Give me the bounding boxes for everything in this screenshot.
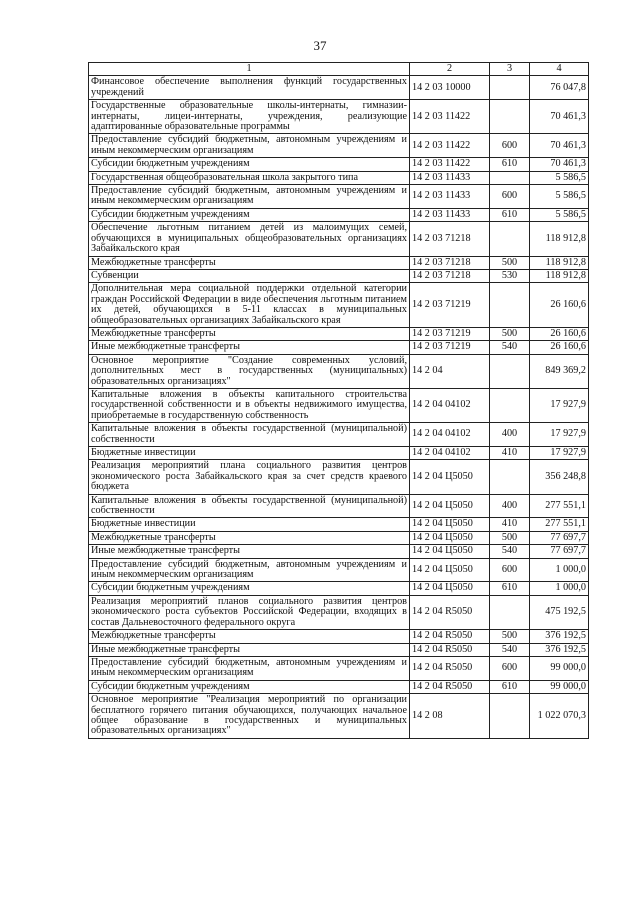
row-name: Основное мероприятие "Реализация мероприятий по организации бесплатного горячего питания обучающихся, получающих начальное общее образование в государственных и муниципальных образовательных организациях" (89, 694, 410, 739)
header-col-4: 4 (530, 63, 589, 76)
table-body (89, 76, 589, 738)
table-row (89, 680, 589, 693)
row-amount: 17 927,9 (530, 447, 589, 460)
row-amount: 849 369,2 (530, 354, 589, 388)
table-row (89, 518, 589, 531)
row-code: 14 2 04 Ц5050 (410, 558, 490, 582)
table-row (89, 694, 589, 739)
table-row (89, 595, 589, 629)
row-expense-type (490, 460, 530, 494)
row-amount: 76 047,8 (530, 76, 589, 100)
row-amount: 1 000,0 (530, 582, 589, 595)
table-row (89, 388, 589, 422)
table-row (89, 341, 589, 354)
row-code: 14 2 04 Ц5050 (410, 494, 490, 518)
table-row (89, 545, 589, 558)
table-row (89, 100, 589, 134)
row-name: Бюджетные инвестиции (89, 518, 410, 531)
row-code: 14 2 03 11433 (410, 185, 490, 209)
row-code: 14 2 03 11422 (410, 158, 490, 171)
row-amount: 356 248,8 (530, 460, 589, 494)
row-amount: 5 586,5 (530, 185, 589, 209)
row-code: 14 2 04 04102 (410, 447, 490, 460)
row-code: 14 2 04 R5050 (410, 595, 490, 629)
row-code: 14 2 04 R5050 (410, 656, 490, 680)
row-name: Реализация мероприятий планов социального развития центров экономического роста субъектов Российской Федерации, входящих в состав Дальневосточного федерального округа (89, 595, 410, 629)
row-amount: 77 697,7 (530, 545, 589, 558)
row-amount: 118 912,8 (530, 269, 589, 282)
row-code: 14 2 03 11433 (410, 171, 490, 184)
row-name: Предоставление субсидий бюджетным, автономным учреждениям и иным некоммерческим организациям (89, 134, 410, 158)
row-expense-type: 600 (490, 134, 530, 158)
row-name: Субсидии бюджетным учреждениям (89, 158, 410, 171)
row-code: 14 2 03 71219 (410, 327, 490, 340)
row-name: Капитальные вложения в объекты капитального строительства государственной собственности и в объекты недвижимого имущества, приобретаемые в государственную собственность (89, 388, 410, 422)
row-amount: 77 697,7 (530, 531, 589, 544)
row-name: Иные межбюджетные трансферты (89, 643, 410, 656)
row-name: Реализация мероприятий плана социального развития центров экономического роста Забайкальского края за счет средств краевого бюджета (89, 460, 410, 494)
row-name: Капитальные вложения в объекты государственной (муниципальной) собственности (89, 494, 410, 518)
row-code: 14 2 04 (410, 354, 490, 388)
row-expense-type: 540 (490, 643, 530, 656)
row-amount: 70 461,3 (530, 100, 589, 134)
row-name: Иные межбюджетные трансферты (89, 341, 410, 354)
row-expense-type: 410 (490, 518, 530, 531)
row-amount: 5 586,5 (530, 208, 589, 221)
table-row (89, 494, 589, 518)
table-row (89, 158, 589, 171)
row-expense-type (490, 100, 530, 134)
row-name: Предоставление субсидий бюджетным, автономным учреждениям и иным некоммерческим организациям (89, 656, 410, 680)
row-amount: 277 551,1 (530, 494, 589, 518)
header-col-1: 1 (89, 63, 410, 76)
row-amount: 26 160,6 (530, 341, 589, 354)
table-row (89, 423, 589, 447)
row-name: Субсидии бюджетным учреждениям (89, 582, 410, 595)
table-row (89, 531, 589, 544)
row-name: Предоставление субсидий бюджетным, автономным учреждениям и иным некоммерческим организациям (89, 558, 410, 582)
row-expense-type (490, 171, 530, 184)
row-amount: 1 022 070,3 (530, 694, 589, 739)
header-col-3: 3 (490, 63, 530, 76)
row-expense-type: 610 (490, 680, 530, 693)
row-expense-type: 500 (490, 531, 530, 544)
row-code: 14 2 04 04102 (410, 388, 490, 422)
row-amount: 118 912,8 (530, 222, 589, 256)
table-row (89, 643, 589, 656)
row-amount: 26 160,6 (530, 327, 589, 340)
row-amount: 5 586,5 (530, 171, 589, 184)
row-expense-type: 600 (490, 656, 530, 680)
table-row (89, 256, 589, 269)
row-name: Обеспечение льготным питанием детей из малоимущих семей, обучающихся в муниципальных общеобразовательных организациях Забайкальского края (89, 222, 410, 256)
row-expense-type: 610 (490, 158, 530, 171)
table-row (89, 327, 589, 340)
row-expense-type: 610 (490, 582, 530, 595)
table-row (89, 185, 589, 209)
table-row (89, 630, 589, 643)
row-name: Субсидии бюджетным учреждениям (89, 208, 410, 221)
row-expense-type: 400 (490, 494, 530, 518)
row-expense-type: 400 (490, 423, 530, 447)
row-code: 14 2 04 Ц5050 (410, 460, 490, 494)
row-expense-type: 600 (490, 558, 530, 582)
row-amount: 26 160,6 (530, 283, 589, 328)
table-row (89, 171, 589, 184)
row-expense-type: 500 (490, 327, 530, 340)
table-row (89, 582, 589, 595)
row-code: 14 2 03 71219 (410, 341, 490, 354)
row-amount: 17 927,9 (530, 423, 589, 447)
table-header-row (89, 63, 589, 76)
row-name: Межбюджетные трансферты (89, 531, 410, 544)
row-name: Иные межбюджетные трансферты (89, 545, 410, 558)
row-code: 14 2 03 71218 (410, 269, 490, 282)
row-amount: 277 551,1 (530, 518, 589, 531)
row-expense-type: 500 (490, 630, 530, 643)
row-name: Субвенции (89, 269, 410, 282)
table-row (89, 222, 589, 256)
row-name: Межбюджетные трансферты (89, 256, 410, 269)
row-amount: 376 192,5 (530, 643, 589, 656)
row-amount: 1 000,0 (530, 558, 589, 582)
row-code: 14 2 04 Ц5050 (410, 518, 490, 531)
table-row (89, 460, 589, 494)
row-name: Предоставление субсидий бюджетным, автономным учреждениям и иным некоммерческим организациям (89, 185, 410, 209)
row-name: Бюджетные инвестиции (89, 447, 410, 460)
budget-table (88, 62, 589, 739)
row-code: 14 2 03 71218 (410, 256, 490, 269)
row-expense-type (490, 694, 530, 739)
row-code: 14 2 04 R5050 (410, 643, 490, 656)
page-number: 37 (313, 38, 327, 53)
table-row (89, 283, 589, 328)
row-amount: 99 000,0 (530, 656, 589, 680)
row-code: 14 2 03 10000 (410, 76, 490, 100)
row-amount: 118 912,8 (530, 256, 589, 269)
row-code: 14 2 03 11433 (410, 208, 490, 221)
row-code: 14 2 04 R5050 (410, 680, 490, 693)
row-expense-type (490, 388, 530, 422)
row-code: 14 2 04 04102 (410, 423, 490, 447)
row-name: Межбюджетные трансферты (89, 327, 410, 340)
row-expense-type: 610 (490, 208, 530, 221)
table-row (89, 76, 589, 100)
table-row (89, 354, 589, 388)
row-expense-type: 540 (490, 341, 530, 354)
row-code: 14 2 04 Ц5050 (410, 582, 490, 595)
row-name: Межбюджетные трансферты (89, 630, 410, 643)
row-expense-type (490, 283, 530, 328)
row-expense-type (490, 222, 530, 256)
table-row (89, 558, 589, 582)
row-code: 14 2 04 Ц5050 (410, 545, 490, 558)
row-expense-type (490, 354, 530, 388)
header-col-2: 2 (410, 63, 490, 76)
row-amount: 17 927,9 (530, 388, 589, 422)
row-code: 14 2 03 71218 (410, 222, 490, 256)
row-code: 14 2 08 (410, 694, 490, 739)
table-row (89, 447, 589, 460)
row-amount: 475 192,5 (530, 595, 589, 629)
row-code: 14 2 03 11422 (410, 100, 490, 134)
row-amount: 99 000,0 (530, 680, 589, 693)
row-name: Дополнительная мера социальной поддержки отдельной категории граждан Российской Федерации в виде обеспечения льготным питанием их детей, обучающихся в 5-11 классах в муниципальных общеобразовательных организациях Забайкальского края (89, 283, 410, 328)
row-name: Государственные образовательные школы-интернаты, гимназии-интернаты, лицеи-интернаты, учреждения, реализующие адаптированные образовательные программы (89, 100, 410, 134)
table-row (89, 134, 589, 158)
table-row (89, 269, 589, 282)
row-expense-type: 540 (490, 545, 530, 558)
row-expense-type: 600 (490, 185, 530, 209)
row-expense-type (490, 595, 530, 629)
row-code: 14 2 03 11422 (410, 134, 490, 158)
row-code: 14 2 04 R5050 (410, 630, 490, 643)
row-expense-type (490, 76, 530, 100)
row-name: Финансовое обеспечение выполнения функций государственных учреждений (89, 76, 410, 100)
row-expense-type: 410 (490, 447, 530, 460)
row-name: Государственная общеобразовательная школа закрытого типа (89, 171, 410, 184)
table-row (89, 656, 589, 680)
row-amount: 70 461,3 (530, 158, 589, 171)
row-expense-type: 530 (490, 269, 530, 282)
row-name: Основное мероприятие "Создание современных условий, дополнительных мест в государственных (муниципальных) образовательных организациях" (89, 354, 410, 388)
row-name: Субсидии бюджетным учреждениям (89, 680, 410, 693)
row-amount: 376 192,5 (530, 630, 589, 643)
row-amount: 70 461,3 (530, 134, 589, 158)
row-code: 14 2 03 71219 (410, 283, 490, 328)
row-name: Капитальные вложения в объекты государственной (муниципальной) собственности (89, 423, 410, 447)
row-expense-type: 500 (490, 256, 530, 269)
table-row (89, 208, 589, 221)
row-code: 14 2 04 Ц5050 (410, 531, 490, 544)
